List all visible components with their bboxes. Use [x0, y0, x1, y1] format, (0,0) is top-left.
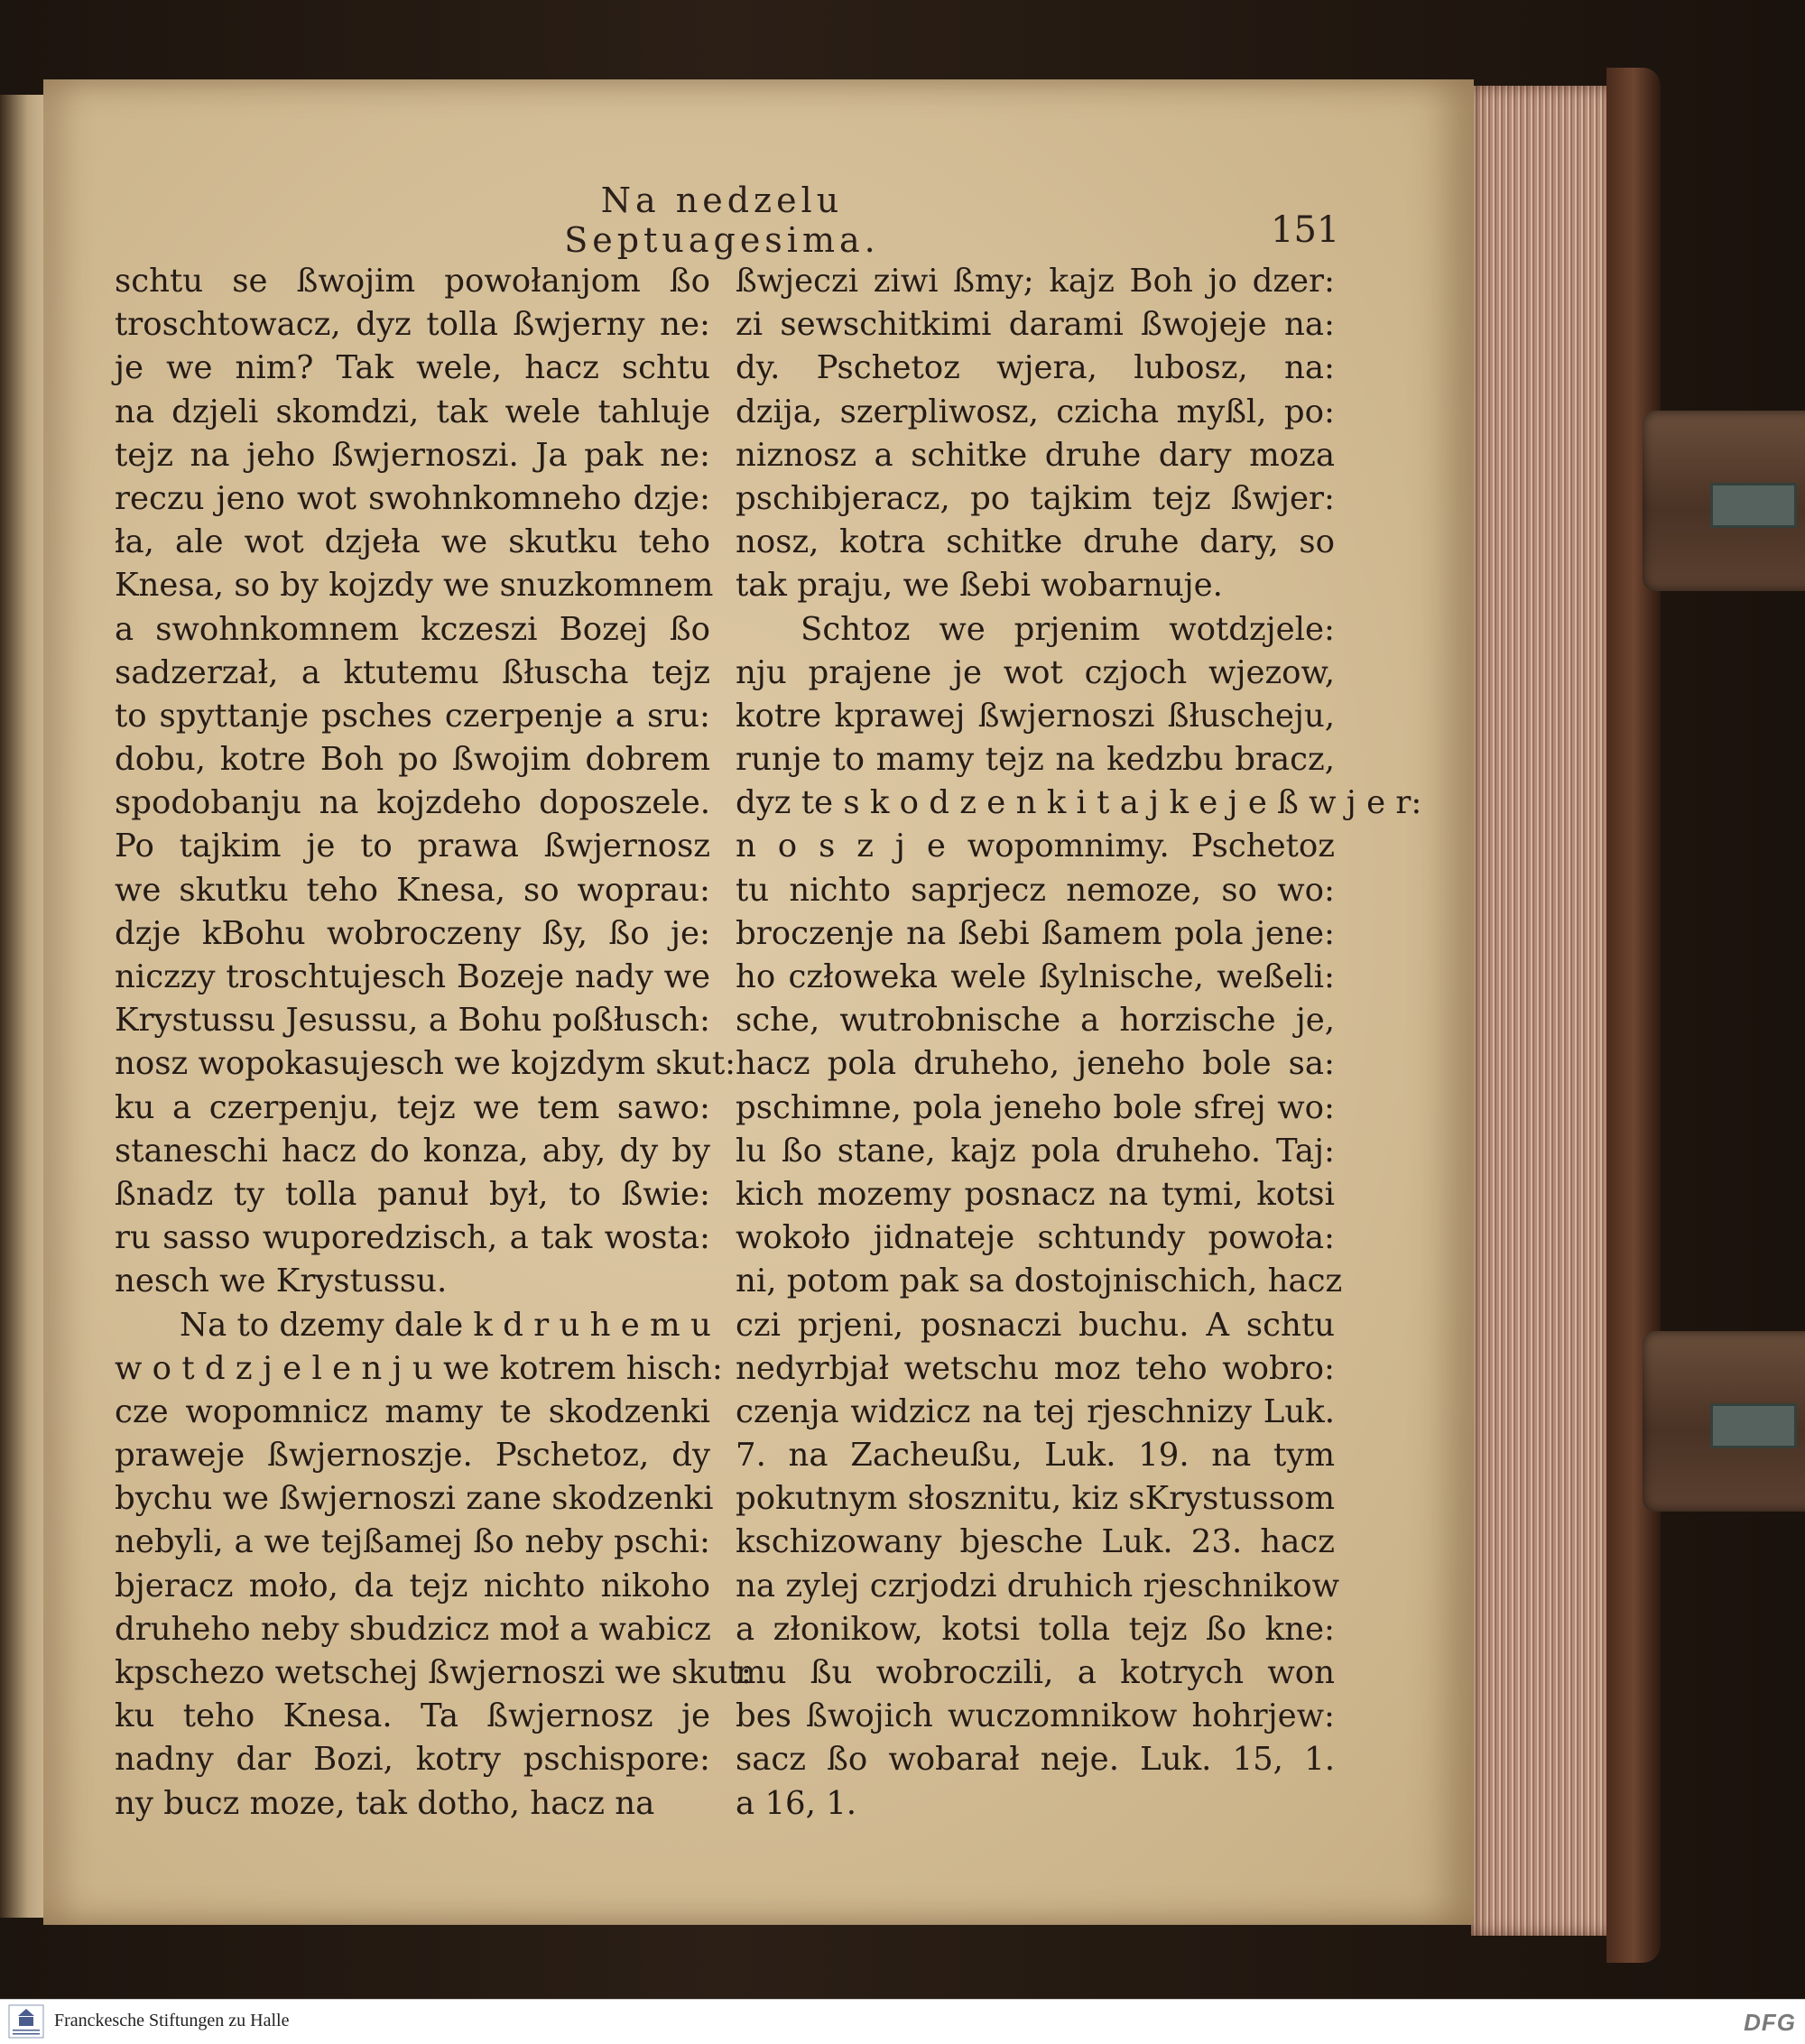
text-line: nosz wopokasujesch we kojzdym skut:	[115, 1045, 736, 1083]
text-line: we skutku teho Knesa, so woprau:	[115, 871, 710, 909]
text-line: sche, wutrobnische a horzische je,	[736, 1002, 1335, 1040]
text-line: ku teho Knesa. Ta ßwjernosz je	[115, 1697, 710, 1735]
facing-page-edge	[0, 95, 47, 1918]
text-line: nosz, kotra schitke druhe dary, so	[736, 523, 1335, 561]
left-text-column	[115, 260, 752, 1826]
text-line: a swohnkomnem kczeszi Bozej ßo	[115, 610, 710, 648]
text-line: dobu, kotre Boh po ßwojim dobrem	[115, 741, 710, 779]
text-line: pokutnym słosznitu, kiz sKrystussom	[736, 1480, 1335, 1518]
page-block-edges	[1471, 86, 1620, 1936]
text-line: a 16, 1.	[736, 1784, 857, 1822]
text-line: Knesa, so by kojzdy we snuzkomnem	[115, 567, 714, 605]
text-line: dzje kBohu wobroczeny ßy, ßo je:	[115, 914, 710, 952]
text-line: reczu jeno wot swohnkomneho dzje:	[115, 479, 710, 517]
leather-clasp-bottom	[1643, 1331, 1805, 1512]
text-line: je we nim? Tak wele, hacz schtu	[115, 349, 710, 387]
book-cover	[1606, 68, 1661, 1963]
text-line: troschtowacz, dyz tolla ßwjerny ne:	[115, 306, 710, 344]
text-line: bychu we ßwjernoszi zane skodzenki	[115, 1480, 714, 1518]
text-line: ho człoweka wele ßylnische, weßeli:	[736, 958, 1335, 995]
text-line: wokoło jidnateje schtundy powoła:	[736, 1219, 1335, 1257]
text-line: nadny dar Bozi, kotry pschispore:	[115, 1741, 710, 1779]
text-line: bjeracz moło, da tejz nichto nikoho	[115, 1567, 710, 1605]
text-line: ni, potom pak sa dostojnischich, hacz	[736, 1262, 1343, 1300]
text-line: schtu se ßwojim powołanjom ßo	[115, 263, 710, 300]
text-line: na zylej czrjodzi druhich rjeschnikow	[736, 1567, 1339, 1605]
dfg-logo: DFG	[1744, 2009, 1796, 2036]
text-line: kotre kprawej ßwjernoszi ßłuscheju,	[736, 697, 1335, 735]
text-line: nedyrbjał wetschu moz teho wobro:	[736, 1349, 1335, 1387]
text-line: Krystussu Jesussu, a Bohu poßłusch:	[115, 1002, 710, 1040]
text-line: kpschezo wetschej ßwjernoszi we skut:	[115, 1654, 752, 1691]
text-line: niczzy troschtujesch Bozeje nady we	[115, 958, 710, 995]
text-line: dy. Pschetoz wjera, lubosz, na:	[736, 349, 1335, 387]
text-line: ru sasso wuporedzisch, a tak wosta:	[115, 1219, 710, 1257]
text-line: kschizowany bjesche Luk. 23. hacz	[736, 1523, 1335, 1561]
viewer-footer	[0, 1999, 1805, 2044]
text-line: ny bucz moze, tak dotho, hacz na	[115, 1784, 655, 1822]
text-line: ku a czerpenju, tejz we tem sawo:	[115, 1088, 710, 1126]
text-line: lu ßo stane, kajz pola druheho. Taj:	[736, 1132, 1335, 1170]
text-line: ßwjeczi ziwi ßmy; kajz Boh jo dzer:	[736, 263, 1335, 300]
leather-clasp-top	[1643, 411, 1805, 591]
text-line: pschimne, pola jeneho bole sfrej wo:	[736, 1088, 1335, 1126]
text-line: tu nichto saprjecz nemoze, so wo:	[736, 871, 1335, 909]
text-line: nesch we Krystussu.	[115, 1262, 448, 1300]
institution-name: Franckesche Stiftungen zu Halle	[54, 2011, 290, 2030]
text-line: tak praju, we ßebi wobarnuje.	[736, 567, 1223, 605]
right-text-column	[736, 260, 1422, 1826]
text-line: staneschi hacz do konza, aby, dy by	[115, 1132, 710, 1170]
text-line: kich mozemy posnacz na tymi, kotsi	[736, 1175, 1335, 1213]
text-line: sadzerzał, a ktutemu ßłuscha tejz	[115, 653, 710, 691]
text-line: runje to mamy tejz na kedzbu bracz,	[736, 741, 1335, 779]
text-line: na dzjeli skomdzi, tak wele tahluje	[115, 393, 710, 430]
institution-logo-icon	[7, 2003, 45, 2039]
running-head: Na nedzelu Septuagesima.	[564, 180, 880, 260]
text-line: ßnadz ty tolla panuł był, to ßwie:	[115, 1175, 710, 1213]
text-line: bes ßwojich wuczomnikow hohrjew:	[736, 1697, 1335, 1735]
text-line: cze wopomnicz mamy te skodzenki	[115, 1392, 710, 1430]
text-line: czenja widzicz na tej rjeschnizy Luk.	[736, 1392, 1335, 1430]
text-line: Po tajkim je to prawa ßwjernosz	[115, 828, 710, 865]
clasp-metal-pin	[1710, 1403, 1797, 1448]
text-line: to spyttanje psches czerpenje a sru:	[115, 697, 710, 735]
text-line: nebyli, a we tejßamej ßo neby pschi:	[115, 1523, 710, 1561]
text-line: Na to dzemy dale k d r u h e m u	[180, 1306, 711, 1344]
clasp-metal-pin	[1710, 483, 1797, 528]
text-line: praweje ßwjernoszje. Pschetoz, dy	[115, 1437, 710, 1475]
text-line: pschibjeracz, po tajkim tejz ßwjer:	[736, 479, 1335, 517]
text-line: tejz na jeho ßwjernoszi. Ja pak ne:	[115, 436, 710, 474]
text-line: mu ßu wobroczili, a kotrych won	[736, 1654, 1335, 1691]
text-line: dyz te s k o d z e n k i t a j k e j e ß w j e r:	[736, 784, 1422, 822]
text-line: n o s z j e wopomnimy. Pschetoz	[736, 828, 1335, 865]
text-line: broczenje na ßebi ßamem pola jene:	[736, 914, 1335, 952]
text-line: czi prjeni, posnaczi buchu. A schtu	[736, 1306, 1335, 1344]
text-line: Schtoz we prjenim wotdzjele:	[801, 610, 1335, 648]
text-line: dzija, szerpliwosz, czicha myßl, po:	[736, 393, 1335, 430]
text-line: nju prajene je wot czjoch wjezow,	[736, 653, 1335, 691]
text-line: 7. na Zacheußu, Luk. 19. na tym	[736, 1437, 1335, 1475]
text-line: a złonikow, kotsi tolla tejz ßo kne:	[736, 1610, 1335, 1648]
text-line: ła, ale wot dzjeła we skutku teho	[115, 523, 710, 561]
text-line: w o t d z j e l e n j u we kotrem hisch:	[115, 1349, 723, 1387]
text-line: sacz ßo wobarał neje. Luk. 15, 1.	[736, 1741, 1335, 1779]
text-line: druheho neby sbudzicz moł a wabicz	[115, 1610, 711, 1648]
text-line: niznosz a schitke druhe dary moza	[736, 436, 1335, 474]
text-line: zi sewschitkimi darami ßwojeje na:	[736, 306, 1335, 344]
text-line: hacz pola druheho, jeneho bole sa:	[736, 1045, 1335, 1083]
page-number: 151	[1271, 209, 1340, 251]
text-line: spodobanju na kojzdeho doposzele.	[115, 784, 710, 822]
